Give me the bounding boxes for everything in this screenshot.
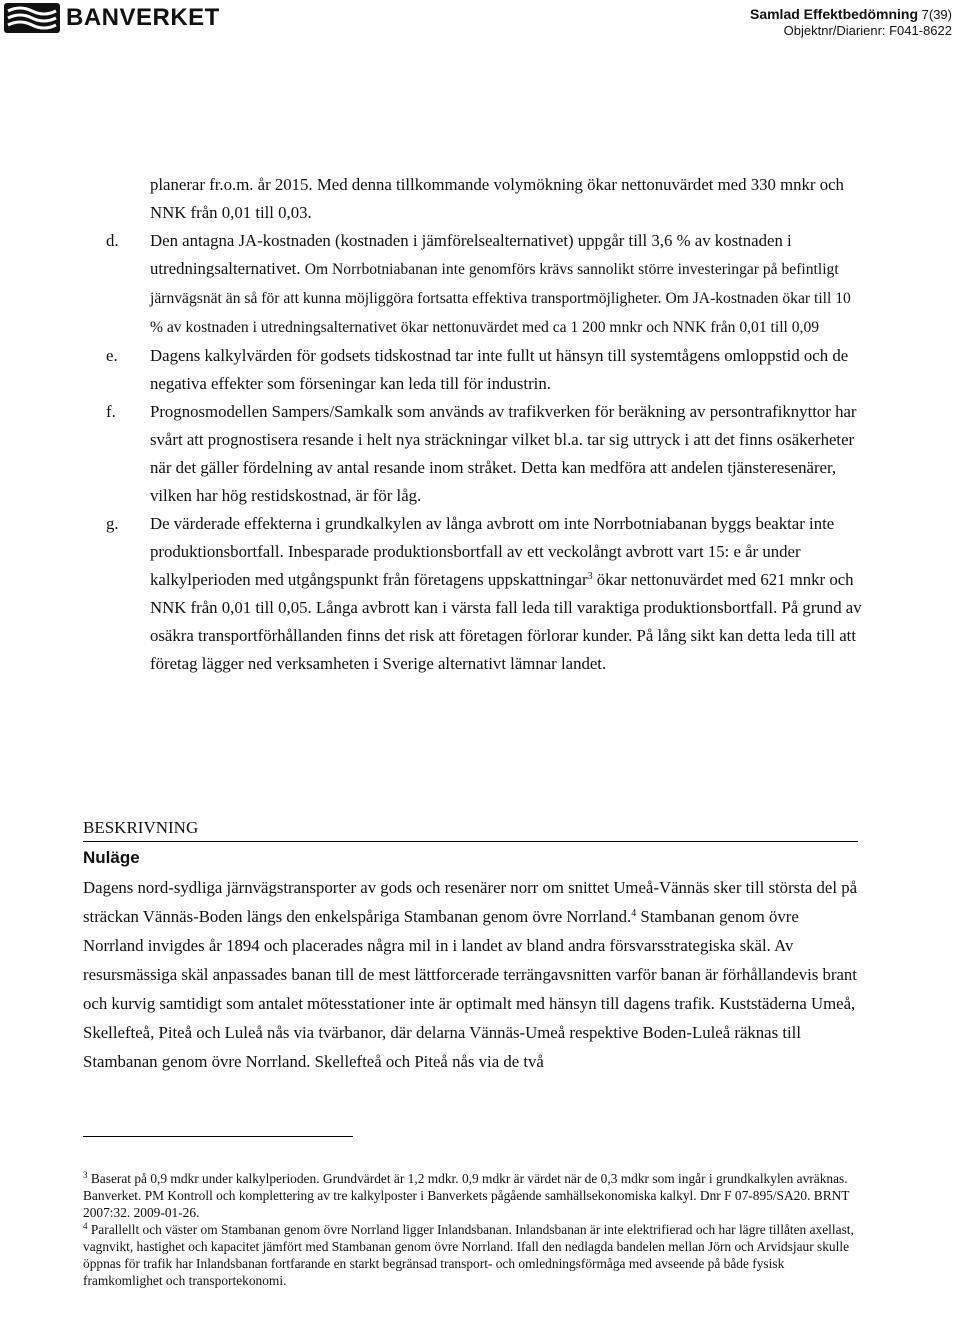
- footnote-ref[interactable]: 3: [587, 571, 593, 582]
- footnote-number: 4: [83, 1221, 88, 1231]
- footnote-divider: [83, 1136, 353, 1137]
- list-letter: g.: [106, 514, 119, 533]
- banverket-emblem-icon: [4, 3, 60, 33]
- list-item-e: [106, 342, 866, 398]
- doc-title: Samlad Effektbedömning: [749, 6, 919, 22]
- document-header: [750, 6, 952, 39]
- banverket-logo: [4, 3, 220, 33]
- logo-text: BANVERKET: [66, 4, 220, 31]
- list-item-text: Prognosmodellen Sampers/Samkalk som används av trafikverken för beräkning av persontrafiknyttor har svårt att prognostisera resande i helt nya sträckningar vilket bl.a. tar sig uttryck i att det finns osäkerheter när det gäller fördelning av antal resande inom stråket. Detta kan medföra att andelen tjänsteresenärer, vilken har hög restidskostnad, är för låg.: [150, 402, 857, 505]
- footnote-number: 3: [83, 1170, 88, 1180]
- list-item-f: [106, 398, 866, 510]
- list-item-d: [106, 227, 866, 342]
- footnote-text: Parallellt och väster om Stambanan genom övre Norrland ligger Inlandsbanan. Inlandsbanan är inte elektrifierad och har lägre tillåten axellast, vagnvikt, hastighet och kapacitet jämfört med Stambanan genom övre Norrland. Ifall den nedlagda bandelen mellan Jörn och Arvidsjaur skulle öppnas för trafik har Inlandsbanan fortfarande en starkt begränsad transport- och omledningsförmåga med avseende på både fysisk framkomlighet och transportekonomi.: [83, 1222, 854, 1288]
- list-item-text-condensed: Om Norrbotniabanan inte genomförs krävs sannolikt större investeringar på befintligt järnvägsnät än så för att kunna möjliggöra fortsatta effektiva transportmöjligheter. Om JA-kostnaden ökar till 10 % av kostnaden i utredningsalternativet ökar nettonuvärdet med ca 1 200 mnkr och NNK från 0,01 till 0,09: [150, 261, 851, 336]
- list-item-text: ökar nettonuvärdet med 621 mnkr och NNK från 0,01 till 0,05. Långa avbrott kan i värsta fall leda till varaktiga produktionsbortfall. På grund av osäkra transportförhållanden finns det risk att företagen förlorar kunder. På lång sikt kan detta leda till att företag lägger ned verksamheten i Sverige alternativt lämnar landet.: [150, 570, 862, 673]
- list-item-c-continued: [106, 171, 866, 227]
- list-letter: d.: [106, 231, 119, 250]
- list-letter: f.: [106, 402, 116, 421]
- list-item-text: De värderade effekterna i grundkalkylen av långa avbrott om inte Norrbotniabanan byggs beaktar inte produktionsbortfall. Inbesparade produktionsbortfall av ett veckolångt avbrott vart 15: e år under kalkylperioden med utgångspunkt från företagens uppskattningar: [150, 514, 835, 589]
- subheading: Nuläge: [83, 848, 140, 867]
- footnote: [83, 1221, 858, 1289]
- footnote: [83, 1170, 858, 1221]
- assumption-list: [106, 171, 866, 678]
- list-item-text: Den antagna JA-kostnaden (kostnaden i jämförelsealternativet) uppgår till 3,6 % av kostnaden i utredningsalternativet.: [150, 231, 792, 278]
- list-item-g: [106, 510, 866, 678]
- footnote-text: Baserat på 0,9 mdkr under kalkylperioden. Grundvärdet är 1,2 mdkr. 0,9 mdkr är värdet när de 0,3 mdkr som ingår i grundkalkylen avräknas. Banverket. PM Kontroll och komplettering av tre kalkylposter i Banverkets pågående samhällsekonomiska kalkyl. Dnr F 07-895/SA20. BRNT 2007:32. 2009-01-26.: [83, 1171, 850, 1220]
- footnotes: [83, 1170, 858, 1289]
- body-paragraph: Dagens nord-sydliga järnvägstransporter av gods och resenärer norr om snittet Umeå-Vännäs sker till största del på sträckan Vännäs-Boden längs den enkelspåriga Stambanan genom övre Norrland.$^4$ Stambanan genom övre Norrland invigdes år 1894 och placerades några mil in i landet av bland andra försvarsstrategiska skäl. Av resursmässiga skäl anpassades banan till de mest lättforcerade terrängavsnitten varför banan är förhållandevis brant och kurvig samtidigt som antalet mötesstationer inte är optimalt med hänsyn till dagens trafik. Kuststäderna Umeå, Skellefteå, Piteå och Luleå nås via tvärbanor, där delarna Vännäs-Umeå respektive Boden-Luleå räknas till Stambanan genom övre Norrland. Skellefteå och Piteå nås via de två: [83, 878, 858, 1071]
- doc-title-line: [750, 6, 952, 23]
- list-item-text: planerar fr.o.m. år 2015. Med denna tillkommande volymökning ökar nettonuvärdet med 330 mnkr och NNK från 0,01 till 0,03.: [150, 175, 844, 222]
- page-number: 7(39): [921, 7, 952, 22]
- list-item-text: Dagens kalkylvärden för godsets tidskostnad tar inte fullt ut hänsyn till systemtågens omloppstid och de negativa effekter som förseningar kan leda till för industrin.: [150, 346, 849, 393]
- section-heading: BESKRIVNING: [83, 818, 858, 842]
- footnote-ref[interactable]: 4: [631, 908, 637, 919]
- list-letter: e.: [106, 346, 118, 365]
- reference-number: Objektnr/Diarienr: F041-8622: [783, 23, 952, 38]
